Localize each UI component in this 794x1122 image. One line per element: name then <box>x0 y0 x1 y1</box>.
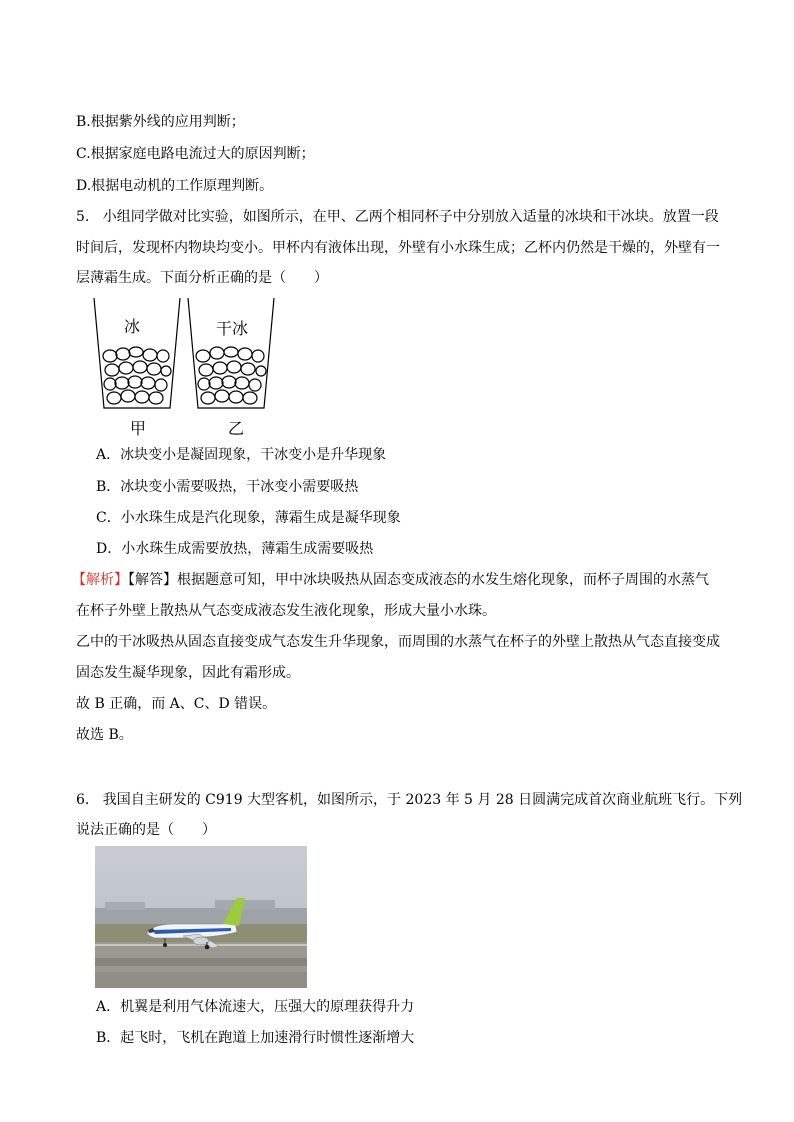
q5-stem-line3: 层薄霜生成。下面分析正确的是（ ） <box>76 270 328 286</box>
q5-stem-line2: 时间后，发现杯内物块均变小。甲杯内有液体出现，外壁有小水珠生成；乙杯内仍然是干燥的，外壁有一 <box>76 240 720 256</box>
answer-tag: 【解答】 <box>128 572 177 588</box>
q5-stem-line1 <box>76 207 719 227</box>
cups-figure <box>90 292 290 442</box>
analysis-tag: 【解析】 <box>72 572 128 588</box>
prev-solution-d: D.根据电动机的工作原理判断。 <box>76 178 274 194</box>
cup-a-label: 甲 <box>129 419 147 438</box>
q6-stem-line1 <box>76 790 742 810</box>
q5-analysis-line4: 固态发生凝华现象，因此有霜形成。 <box>76 665 300 681</box>
q5-analysis-line3: 乙中的干冰吸热从固态直接变成气态发生升华现象，而周围的水蒸气在杯子的外壁上散热从气态直接变成 <box>76 634 720 650</box>
prev-solution-c: C.根据家庭电路电流过大的原因判断； <box>76 146 315 162</box>
q5-conclusion: 故 B 正确，而 A、C、D 错误。 <box>76 696 277 712</box>
cup-a-content-label: 冰 <box>123 317 141 336</box>
ice-pieces <box>103 347 171 404</box>
q6-stem-text: 我国自主研发的 C919 大型客机，如图所示，于 2023 年 5 月 28 日圆满完成首次商业航班飞行。下列 <box>102 792 743 808</box>
cup-b-label: 乙 <box>227 419 245 438</box>
cup-b-content-label: 干冰 <box>215 319 249 338</box>
q6-option-b: B．起飞时，飞机在跑道上加速滑行时惯性逐渐增大 <box>96 1030 415 1046</box>
q6-stem-line2: 说法正确的是（ ） <box>76 822 216 838</box>
q5-option-c: C．小水珠生成是汽化现象，薄霜生成是凝华现象 <box>96 510 401 526</box>
prev-solution-b: B.根据紫外线的应用判断； <box>76 114 245 130</box>
cup-b-outline <box>188 298 274 408</box>
q5-choice: 故选 B。 <box>76 727 133 743</box>
q5-analysis-line2: 在杯子外壁上散热从气态变成液态发生液化现象，形成大量小水珠。 <box>76 603 496 619</box>
q5-option-d: D．小水珠生成需要放热，薄霜生成需要吸热 <box>96 541 374 557</box>
q6-number: 6. <box>76 792 90 808</box>
q5-option-a: A．冰块变小是凝固现象，干冰变小是升华现象 <box>96 447 387 463</box>
c919-airplane-photo <box>95 846 307 988</box>
q5-option-b: B．冰块变小需要吸热，干冰变小需要吸热 <box>96 479 359 495</box>
q5-stem-text: 小组同学做对比实验，如图所示，在甲、乙两个相同杯子中分别放入适量的冰块和干冰块。放置一段 <box>102 209 719 225</box>
q5-analysis-line1 <box>72 570 709 590</box>
cup-a-outline <box>94 298 180 408</box>
analysis-text: 根据题意可知，甲中冰块吸热从固态变成液态的水发生熔化现象，而杯子周围的水蒸气 <box>177 572 709 588</box>
q6-option-a: A．机翼是利用气体流速大，压强大的原理获得升力 <box>96 999 415 1015</box>
dry-ice-pieces <box>196 347 266 404</box>
q5-number: 5. <box>76 209 90 225</box>
